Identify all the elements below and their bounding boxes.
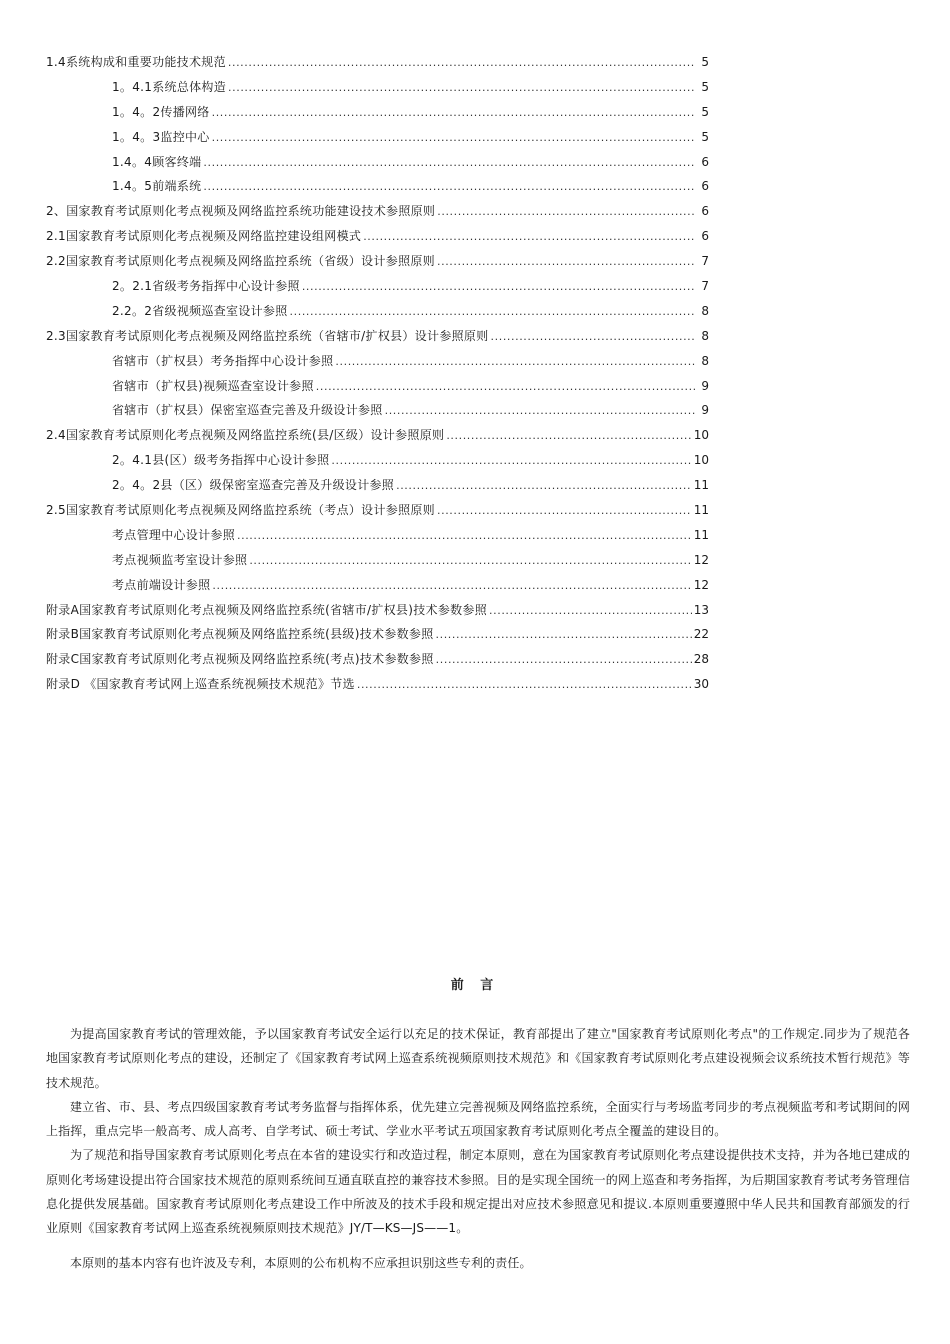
toc-entry-title: 1.4系统构成和重要功能技术规范 xyxy=(46,55,226,69)
toc-dot-leader xyxy=(249,549,691,573)
toc-entry[interactable] xyxy=(46,274,709,299)
toc-entry-title: 考点前端设计参照 xyxy=(112,577,211,592)
toc-entry[interactable] xyxy=(46,349,709,374)
toc-entry[interactable] xyxy=(46,100,709,125)
toc-entry[interactable] xyxy=(46,374,709,399)
toc-page-number: 5 xyxy=(701,55,709,69)
toc-entry[interactable] xyxy=(46,75,709,100)
toc-entry[interactable] xyxy=(46,324,709,349)
toc-entry[interactable] xyxy=(46,224,709,249)
toc-page-number: 11 xyxy=(693,478,709,493)
toc-dot-leader xyxy=(363,225,695,249)
toc-entry-title: 2。4。2县（区）级保密室巡查完善及升级设计参照 xyxy=(112,478,395,493)
toc-page-number: 9 xyxy=(701,403,709,418)
toc-entry-title: 1。4。2传播网络 xyxy=(112,104,210,119)
preface-paragraph: 本原则的基本内容有也许波及专利，本原则的公布机构不应承担识别这些专利的责任。 xyxy=(70,1255,532,1270)
toc-page-number: 28 xyxy=(693,652,709,667)
toc-dot-leader xyxy=(491,325,695,349)
toc-dot-leader xyxy=(446,424,691,448)
toc-entry-title: 考点视频监考室设计参照 xyxy=(112,552,248,567)
toc-dot-leader xyxy=(436,623,692,647)
toc-dot-leader xyxy=(237,524,692,548)
toc-page-number: 12 xyxy=(693,552,709,567)
toc-entry[interactable] xyxy=(46,150,709,175)
toc-entry[interactable] xyxy=(46,573,709,598)
toc-page-number: 8 xyxy=(701,303,709,318)
toc-page-number: 13 xyxy=(693,602,709,617)
toc-page-number: 5 xyxy=(701,129,709,144)
preface-paragraph: 为了规范和指导国家教育考试原则化考点在本省的建设实行和改造过程，制定本原则，意在为国家教育考试原则化考点建设提供技术支持，并为各地已建成的原则化考场建设提出符合国家技术规范的原则系统间互通直联直控的兼容技术参照。目的是实现全国统一的网上巡查和考务指挥，为后期国家教育考试考务管理信息化提供发展基础。国家教育考试原则化考点建设工作中所波及的技术手段和规定提出对应技术参照意见和提议.本原则重要遵照中华人民共和国教育部颁发的行业原则《国家教育考试网上巡查系统视频原则技术规范》JY/T—KS—JS——1。 xyxy=(46,1148,910,1236)
toc-page-number: 5 xyxy=(701,79,709,94)
toc-page-number: 10 xyxy=(693,428,709,443)
toc-page-number: 9 xyxy=(701,378,709,393)
toc-dot-leader xyxy=(437,250,695,274)
toc-entry-title: 附录C国家教育考试原则化考点视频及网络监控系统(考点)技术参数参照 xyxy=(46,652,434,667)
toc-page-number: 11 xyxy=(693,503,709,518)
toc-entry-title: 2.1国家教育考试原则化考点视频及网络监控建设组网模式 xyxy=(46,229,362,244)
preface-body xyxy=(46,1022,910,1275)
toc-entry[interactable] xyxy=(46,498,709,523)
toc-entry-title: 1.4。4顾客终端 xyxy=(112,154,202,169)
toc-dot-leader xyxy=(437,200,695,224)
toc-entry-title: 1。4。3监控中心 xyxy=(112,129,210,144)
toc-page-number: 7 xyxy=(701,279,709,294)
toc-entry-title: 附录A国家教育考试原则化考点视频及网络监控系统(省辖市/扩权县)技术参数参照 xyxy=(46,602,488,617)
toc-dot-leader xyxy=(385,399,695,423)
preface-paragraph: 建立省、市、县、考点四级国家教育考试考务监督与指挥体系，优先建立完善视频及网络监控系统，全面实行与考场监考同步的考点视频监考和考试期间的网上指挥，重点完毕一般高考、成人高考、自学考试、硕士考试、学业水平考试五项国家教育考试原则化考点全覆盖的建设目的。 xyxy=(46,1099,910,1139)
toc-dot-leader xyxy=(203,151,695,175)
toc-dot-leader xyxy=(437,499,692,523)
toc-entry[interactable] xyxy=(46,50,709,75)
toc-page-number: 5 xyxy=(701,104,709,119)
toc-page-number: 6 xyxy=(701,229,709,244)
toc-page-number: 12 xyxy=(693,577,709,592)
toc-dot-leader xyxy=(335,350,695,374)
toc-dot-leader xyxy=(212,574,691,598)
toc-dot-leader xyxy=(290,300,695,324)
toc-page-number: 22 xyxy=(693,627,709,642)
toc-page-number: 6 xyxy=(701,179,709,194)
toc-entry[interactable] xyxy=(46,423,709,448)
toc-entry-title: 2、国家教育考试原则化考点视频及网络监控系统功能建设技术参照原则 xyxy=(46,204,436,219)
toc-dot-leader xyxy=(228,51,695,75)
toc-entry[interactable] xyxy=(46,647,709,672)
toc-entry[interactable] xyxy=(46,473,709,498)
toc-entry-title: 省辖市（扩权县）保密室巡查完善及升级设计参照 xyxy=(112,403,383,418)
toc-dot-leader xyxy=(203,175,695,199)
toc-page-number: 11 xyxy=(693,527,709,542)
preface-title: 前 言 xyxy=(450,978,500,993)
toc-page-number: 6 xyxy=(701,204,709,219)
toc-dot-leader xyxy=(357,673,692,697)
toc-dot-leader xyxy=(489,599,692,623)
toc-entry-title: 2.2。2省级视频巡查室设计参照 xyxy=(112,303,288,318)
toc-entry[interactable] xyxy=(46,448,709,473)
toc-dot-leader xyxy=(212,126,695,150)
toc-entry[interactable] xyxy=(46,523,709,548)
toc-entry-title: 省辖市（扩权县)视频巡查室设计参照 xyxy=(112,378,314,393)
toc-dot-leader xyxy=(331,449,691,473)
preface-paragraph: 为提高国家教育考试的管理效能，予以国家教育考试安全运行以充足的技术保证，教育部提出了建立"国家教育考试原则化考点"的工作规定.同步为了规范各地国家教育考试原则化考点的建设，还制定了《国家教育考试网上巡查系统视频原则技术规范》和《国家教育考试原则化考点建设视频会议系统技术暂行规范》等技术规范。 xyxy=(46,1027,910,1090)
toc-entry[interactable] xyxy=(46,548,709,573)
toc-entry-title: 2.3国家教育考试原则化考点视频及网络监控系统（省辖市/扩权县）设计参照原则 xyxy=(46,328,489,343)
toc-entry[interactable] xyxy=(46,622,709,647)
toc-page-number: 7 xyxy=(701,254,709,269)
toc-dot-leader xyxy=(436,648,692,672)
toc-entry-title: 2。4.1县(区）级考务指挥中心设计参照 xyxy=(112,453,330,468)
toc-entry-title: 1.4。5前端系统 xyxy=(112,179,202,194)
toc-page-number: 30 xyxy=(693,677,709,692)
toc-entry-title: 2.4国家教育考试原则化考点视频及网络监控系统(县/区级）设计参照原则 xyxy=(46,428,445,443)
toc-dot-leader xyxy=(302,275,695,299)
toc-entry[interactable] xyxy=(46,598,709,623)
toc-entry-title: 2.5国家教育考试原则化考点视频及网络监控系统（考点）设计参照原则 xyxy=(46,503,435,518)
toc-entry-title: 省辖市（扩权县）考务指挥中心设计参照 xyxy=(112,353,334,368)
toc-entry-title: 1。4.1系统总体构造 xyxy=(112,79,227,94)
toc-entry[interactable] xyxy=(46,672,709,697)
toc-dot-leader xyxy=(228,76,695,100)
toc-entry-title: 附录B国家教育考试原则化考点视频及网络监控系统(县级)技术参数参照 xyxy=(46,627,434,642)
toc-entry[interactable] xyxy=(46,174,709,199)
toc-page-number: 10 xyxy=(693,453,709,468)
table-of-contents xyxy=(46,50,709,697)
toc-dot-leader xyxy=(212,101,695,125)
toc-entry-title: 2。2.1省级考务指挥中心设计参照 xyxy=(112,279,300,294)
toc-page-number: 8 xyxy=(701,353,709,368)
toc-entry[interactable] xyxy=(46,199,709,224)
toc-page-number: 8 xyxy=(701,328,709,343)
toc-entry[interactable] xyxy=(46,398,709,423)
toc-dot-leader xyxy=(396,474,692,498)
toc-entry-title: 考点管理中心设计参照 xyxy=(112,527,236,542)
toc-entry-title: 附录D 《国家教育考试网上巡查系统视频技术规范》节选 xyxy=(46,677,355,692)
toc-dot-leader xyxy=(316,375,695,399)
toc-entry[interactable] xyxy=(46,299,709,324)
toc-entry-title: 2.2国家教育考试原则化考点视频及网络监控系统（省级）设计参照原则 xyxy=(46,254,435,269)
toc-page-number: 6 xyxy=(701,154,709,169)
toc-entry[interactable] xyxy=(46,125,709,150)
toc-entry[interactable] xyxy=(46,249,709,274)
